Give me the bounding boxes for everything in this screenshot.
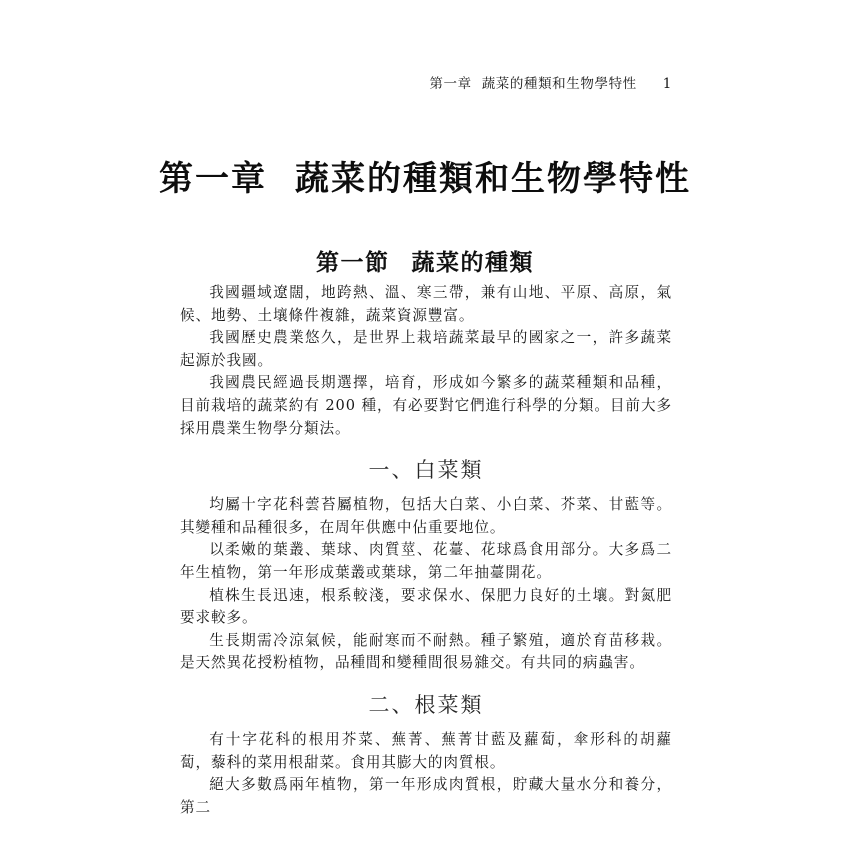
running-header-chapter: 第一章 xyxy=(429,76,472,92)
chapter-title xyxy=(0,151,850,200)
running-header-title: 蔬菜的種類和生物學特性 xyxy=(481,76,637,92)
paragraph: 我國疆域遼闊，地跨熱、溫、寒三帶，兼有山地、平原、高原，氣候、地勢、土壤條件複雜，蔬菜資源豐富。 xyxy=(180,284,672,324)
body-text-block xyxy=(180,282,672,819)
paragraph: 有十字花科的根用芥菜、蕪菁、蕪菁甘藍及蘿蔔，傘形科的胡蘿蔔，藜科的菜用根甜菜。食用其膨大的肉質根。 xyxy=(180,730,672,771)
paragraph: 絕大多數爲兩年植物，第一年形成肉質根，貯藏大量水分和養分，第二 xyxy=(180,776,672,816)
section-heading-number: 第一節 xyxy=(316,249,390,277)
subheading-baicai-lei: 一、白菜類 xyxy=(368,458,484,483)
paragraph: 均屬十字花科蕓苔屬植物，包括大白菜、小白菜、芥菜、甘藍等。其變種和品種很多，在周年供應中佔重要地位。 xyxy=(180,496,672,536)
running-header xyxy=(180,72,672,92)
paragraph: 以柔嫩的葉叢、葉球、肉質莖、花薹、花球爲食用部分。大多爲二年生植物，第一年形成葉叢或葉球，第二年抽薹開花。 xyxy=(180,541,672,581)
paragraph: 我國歷史農業悠久，是世界上栽培蔬菜最早的國家之一，許多蔬菜起源於我國。 xyxy=(180,329,672,369)
subheading-gencai-lei: 二、根菜類 xyxy=(368,692,484,717)
paragraph: 我國農民經過長期選擇，培育，形成如今繁多的蔬菜種類和品種，目前栽培的蔬菜約有 200 種，有必要對它們進行科學的分類。目前大多採用農業生物學分類法。 xyxy=(180,374,672,437)
section-heading xyxy=(0,244,850,277)
page-number: 1 xyxy=(662,76,672,92)
paragraph: 植株生長迅速，根系較淺，要求保水、保肥力良好的土壤。對氮肥要求較多。 xyxy=(180,586,672,627)
chapter-title-text: 蔬菜的種類和生物學特性 xyxy=(295,158,691,199)
section-heading-text: 蔬菜的種類 xyxy=(411,249,534,277)
chapter-title-number: 第一章 xyxy=(159,158,267,199)
paragraph: 生長期需冷涼氣候，能耐寒而不耐熱。種子繁殖，適於育苗移栽。是天然異花授粉植物，品種間和變種間很易雜交。有共同的病蟲害。 xyxy=(180,631,672,672)
